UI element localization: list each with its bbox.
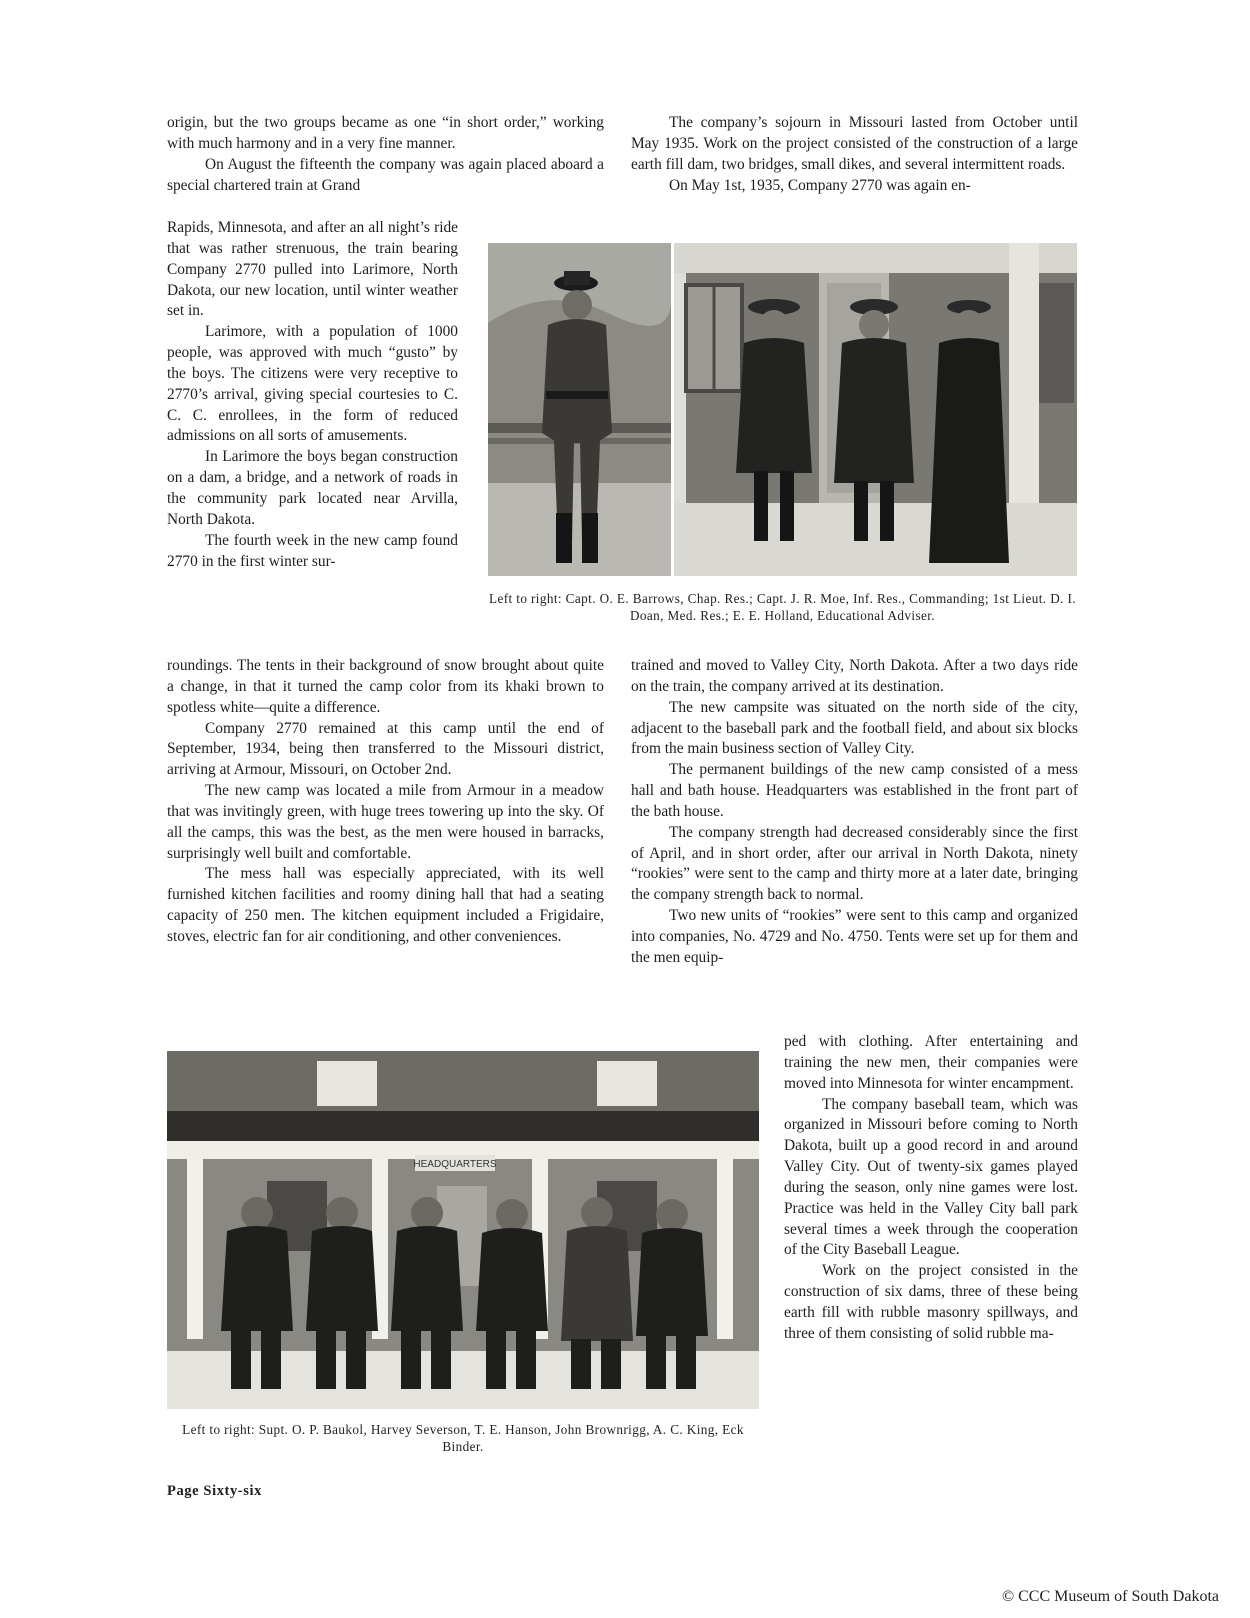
right-column-lower	[784, 1032, 1078, 1345]
left-column-lower	[167, 656, 604, 948]
paragraph: Rapids, Minnesota, and after an all night’s ride that was rather strenuous, the train bearing Company 2770 pulled into Larimore, North Dakota, our new location, until winter weather set in.	[167, 219, 458, 320]
page-number: Page Sixty-six	[167, 1483, 262, 1499]
paragraph: ped with clothing. After entertaining and training the new men, their companies were moved into Minnesota for winter encampment.	[784, 1033, 1078, 1092]
photo-caption-top: Left to right: Capt. O. E. Barrows, Chap. Res.; Capt. J. R. Moe, Inf. Res., Commanding; 1st Lieut. D. I. Doan, Med. Res.; E. E. Holland, Educational Adviser.	[489, 591, 1076, 623]
copyright-notice: © CCC Museum of South Dakota	[1001, 1588, 1219, 1605]
paragraph: The mess hall was especially appreciated, with its well furnished kitchen facilities and roomy dining hall that had a seating capacity of 250 men. The kitchen equipment included a Frigidaire, stoves, electric fan for air conditioning, and other conveniences.	[167, 865, 604, 945]
headquarters-sign: HEADQUARTERS	[413, 1159, 497, 1170]
photo-caption-bottom: Left to right: Supt. O. P. Baukol, Harvey Severson, T. E. Hanson, John Brownrigg, A. C. King, Eck Binder.	[182, 1422, 744, 1454]
paragraph: On May 1st, 1935, Company 2770 was again en-	[669, 176, 971, 194]
paragraph: The company’s sojourn in Missouri lasted from October until May 1935. Work on the project consisted of the construction of a large earth fill dam, two bridges, small dikes, and several intermittent roads.	[631, 114, 1078, 173]
paragraph: Company 2770 remained at this camp until the end of September, 1934, being then transferred to the Missouri district, arriving at Armour, Missouri, on October 2nd.	[167, 719, 604, 779]
photo-headquarters-staff	[167, 1051, 759, 1409]
right-column-top	[631, 113, 1078, 196]
paragraph: The company baseball team, which was organized in Missouri before coming to North Dakota, built up a good record in and around Valley City. Out of twenty-six games played during the season, only nine games were lost. Practice was held in the Valley City ball park several times a week through the cooperation of the City Baseball League.	[784, 1095, 1078, 1259]
paragraph: The permanent buildings of the new camp consisted of a mess hall and bath house. Headquarters was established in the front part of the bath house.	[631, 761, 1078, 820]
paragraph: origin, but the two groups became as one “in short order,” working with much harmony and in a very fine manner.	[167, 114, 604, 152]
paragraph: Larimore, with a population of 1000 people, was approved with much “gusto” by the boys. The citizens were very receptive to 2770’s arrival, giving special courtesies to C. C. C. enrollees, in the form of reduced admissions on all sorts of amusements.	[167, 323, 458, 445]
paragraph: trained and moved to Valley City, North Dakota. After a two days ride on the train, the company arrived at its destination.	[631, 657, 1078, 695]
photo-three-officers	[674, 243, 1077, 576]
right-column-middle	[631, 656, 1078, 969]
paragraph: The new camp was located a mile from Armour in a meadow that was invitingly green, with huge trees towering up into the sky. Of all the camps, this was the best, as the men were housed in barracks, surprisingly well built and comfortable.	[167, 782, 604, 862]
paragraph: On August the fifteenth the company was again placed aboard a special chartered train at Grand	[167, 155, 604, 194]
paragraph: Work on the project consisted in the construction of six dams, three of these being earth fill with rubble masonry spillways, and three of them consisting of solid rubble ma-	[784, 1262, 1078, 1342]
left-column-wrap	[167, 218, 458, 572]
left-column-top	[167, 113, 604, 196]
paragraph: The new campsite was situated on the north side of the city, adjacent to the baseball park and the football field, and about six blocks from the main business section of Valley City.	[631, 698, 1078, 758]
paragraph: The company strength had decreased considerably since the first of April, and in short order, after our arrival in North Dakota, ninety “rookies” were sent to the camp and thirty more at a later date, bringing the company strength back to normal.	[631, 823, 1078, 904]
paragraph: In Larimore the boys began construction on a dam, a bridge, and a network of roads in the community park located near Arvilla, North Dakota.	[167, 448, 458, 528]
paragraph: The fourth week in the new camp found 2770 in the first winter sur-	[167, 531, 458, 570]
paragraph: roundings. The tents in their background of snow brought about quite a change, in that it turned the camp color from its khaki brown to spotless white—quite a difference.	[167, 657, 604, 716]
paragraph: Two new units of “rookies” were sent to this camp and organized into companies, No. 4729 and No. 4750. Tents were set up for them and the men equip-	[631, 907, 1078, 966]
photo-officer	[488, 243, 671, 576]
